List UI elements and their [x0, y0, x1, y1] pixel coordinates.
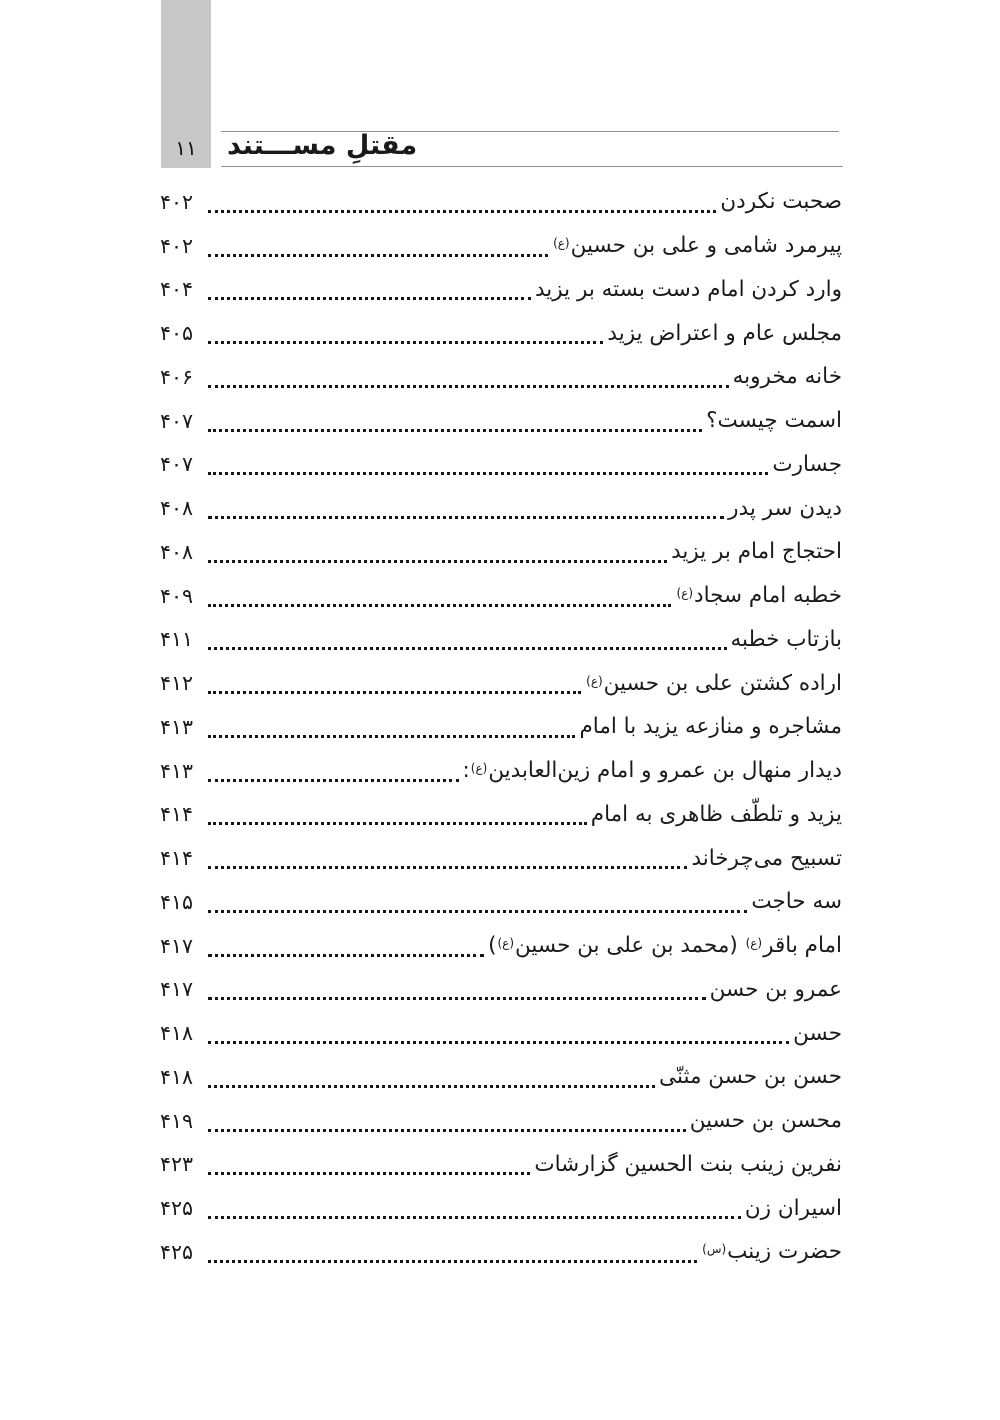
toc-entry — [160, 749, 842, 793]
dot-leader — [208, 585, 671, 607]
dot-leader — [208, 541, 667, 563]
dot-leader — [208, 891, 747, 913]
toc-entry-title: مشاجره و منازعه یزید با امام — [579, 714, 842, 740]
toc-entry — [160, 1230, 842, 1274]
toc-entry — [160, 618, 842, 662]
dot-leader — [208, 410, 702, 432]
toc-entry-title: یزید و تلطّف ظاهری به امام — [590, 801, 842, 827]
toc-entry — [160, 399, 842, 443]
toc-entry-page: ۴۲۳ — [160, 1152, 194, 1177]
dot-leader — [208, 1241, 697, 1263]
toc-entry-page: ۴۰۲ — [160, 233, 194, 258]
toc-entry — [160, 311, 842, 355]
honorific-mark: (ع) — [553, 236, 570, 251]
toc-entry-title: جسارت — [772, 451, 842, 477]
toc-entry-page: ۴۱۱ — [160, 627, 194, 652]
toc-entry — [160, 968, 842, 1012]
honorific-mark: (ع) — [497, 936, 515, 951]
toc-entry — [160, 880, 842, 924]
toc-entry — [160, 836, 842, 880]
toc-entry — [160, 224, 842, 268]
dot-leader — [208, 935, 484, 957]
toc-entry-page: ۴۱۳ — [160, 758, 194, 783]
dot-leader — [208, 847, 687, 869]
toc-entry-title: اسمت چیست؟ — [706, 408, 842, 434]
book-title: مقتلِ مســـتند — [227, 130, 418, 161]
dot-leader — [208, 978, 706, 1000]
dot-leader — [208, 1066, 655, 1088]
toc-entry-page: ۴۱۲ — [160, 671, 194, 696]
toc-entry-title: پیرمرد شامی و علی بن حسین$^{(ع)}$ — [553, 233, 842, 259]
toc-list — [160, 180, 842, 1274]
toc-entry-page: ۴۰۷ — [160, 452, 194, 477]
dot-leader — [208, 278, 531, 300]
dot-leader — [208, 1153, 530, 1175]
toc-entry — [160, 486, 842, 530]
toc-entry — [160, 180, 842, 224]
toc-entry-title: حسن — [793, 1020, 842, 1046]
toc-entry-title: اراده کشتن علی بن حسین$^{(ع)}$ — [586, 670, 842, 696]
toc-entry-page: ۴۱۴ — [160, 802, 194, 827]
dot-leader — [208, 760, 459, 782]
header-rule-bottom — [221, 166, 843, 167]
toc-entry-page: ۴۱۸ — [160, 1064, 194, 1089]
toc-entry-page: ۴۲۵ — [160, 1239, 194, 1264]
dot-leader — [208, 453, 768, 475]
toc-entry-page: ۴۰۵ — [160, 321, 194, 346]
toc-entry-page: ۴۱۳ — [160, 714, 194, 739]
toc-entry-title: خانه مخروبه — [732, 364, 842, 390]
toc-entry — [160, 1143, 842, 1187]
dot-leader — [208, 235, 548, 257]
toc-entry-page: ۴۰۹ — [160, 583, 194, 608]
dot-leader — [208, 1110, 686, 1132]
toc-entry-page: ۴۱۴ — [160, 846, 194, 871]
dot-leader — [208, 366, 729, 388]
toc-entry-title: تسبیح می‌چرخاند — [691, 845, 842, 871]
toc-entry-title: بازتاب خطبه — [730, 626, 842, 652]
toc-entry-title: سه حاجت — [751, 889, 842, 915]
toc-entry — [160, 574, 842, 618]
dot-leader — [208, 1022, 789, 1044]
honorific-mark: (ع) — [470, 761, 488, 776]
toc-entry — [160, 268, 842, 312]
honorific-mark: (ع) — [745, 936, 763, 951]
toc-entry — [160, 1099, 842, 1143]
toc-entry — [160, 924, 842, 968]
toc-entry-title: حضرت زینب$^{(س)}$ — [702, 1239, 842, 1265]
toc-entry-page: ۴۰۶ — [160, 364, 194, 389]
dot-leader — [208, 716, 575, 738]
toc-entry-title: حسن بن حسن مثنّی — [659, 1064, 842, 1090]
toc-entry — [160, 1055, 842, 1099]
toc-entry — [160, 705, 842, 749]
toc-entry-title: اسیران زن — [744, 1195, 842, 1221]
dot-leader — [208, 1197, 741, 1219]
honorific-mark: (س) — [702, 1242, 727, 1257]
toc-entry — [160, 443, 842, 487]
toc-entry-page: ۴۰۴ — [160, 277, 194, 302]
toc-entry — [160, 530, 842, 574]
toc-entry-title: عمرو بن حسن — [709, 976, 842, 1002]
dot-leader — [208, 191, 716, 213]
toc-entry-page: ۴۱۵ — [160, 889, 194, 914]
toc-entry — [160, 1011, 842, 1055]
toc-entry-title: محسن بن حسین — [689, 1108, 842, 1134]
dot-leader — [208, 322, 603, 344]
toc-entry — [160, 661, 842, 705]
dot-leader — [208, 628, 727, 650]
dot-leader — [208, 672, 581, 694]
toc-entry-page: ۴۰۷ — [160, 408, 194, 433]
toc-entry-title: دیدار منهال بن عمرو و امام زین‌العابدین$^{(ع)}$: — [462, 758, 842, 784]
toc-entry-page: ۴۱۹ — [160, 1108, 194, 1133]
toc-entry-title: وارد کردن امام دست بسته بر یزید — [535, 276, 842, 302]
toc-entry-page: ۴۱۸ — [160, 1021, 194, 1046]
honorific-mark: (ع) — [586, 673, 603, 688]
toc-entry-title: احتجاج امام بر یزید — [671, 539, 842, 565]
toc-entry-title: صحبت نکردن — [720, 189, 842, 215]
toc-entry-title: مجلس عام و اعتراض یزید — [607, 320, 842, 346]
toc-entry-title: دیدن سر پدر — [728, 495, 842, 521]
toc-entry-title: نفرین زینب بنت الحسین گزارشات — [534, 1151, 842, 1177]
toc-entry-page: ۴۱۷ — [160, 977, 194, 1002]
toc-entry — [160, 355, 842, 399]
toc-entry-title: خطبه امام سجاد$^{(ع)}$ — [676, 583, 842, 609]
toc-entry — [160, 1186, 842, 1230]
toc-entry-page: ۴۰۸ — [160, 539, 194, 564]
dot-leader — [208, 803, 587, 825]
toc-entry-page: ۴۰۸ — [160, 496, 194, 521]
header-page-number: ۱۱ — [175, 136, 197, 160]
toc-entry-page: ۴۱۷ — [160, 933, 194, 958]
toc-entry-page: ۴۲۵ — [160, 1196, 194, 1221]
honorific-mark: (ع) — [676, 586, 694, 601]
toc-entry — [160, 793, 842, 837]
dot-leader — [208, 497, 724, 519]
toc-entry-title: امام باقر$^{(ع)}$ (محمد بن علی بن حسین$^{(ع)}$) — [488, 933, 842, 959]
toc-entry-page: ۴۰۲ — [160, 189, 194, 214]
